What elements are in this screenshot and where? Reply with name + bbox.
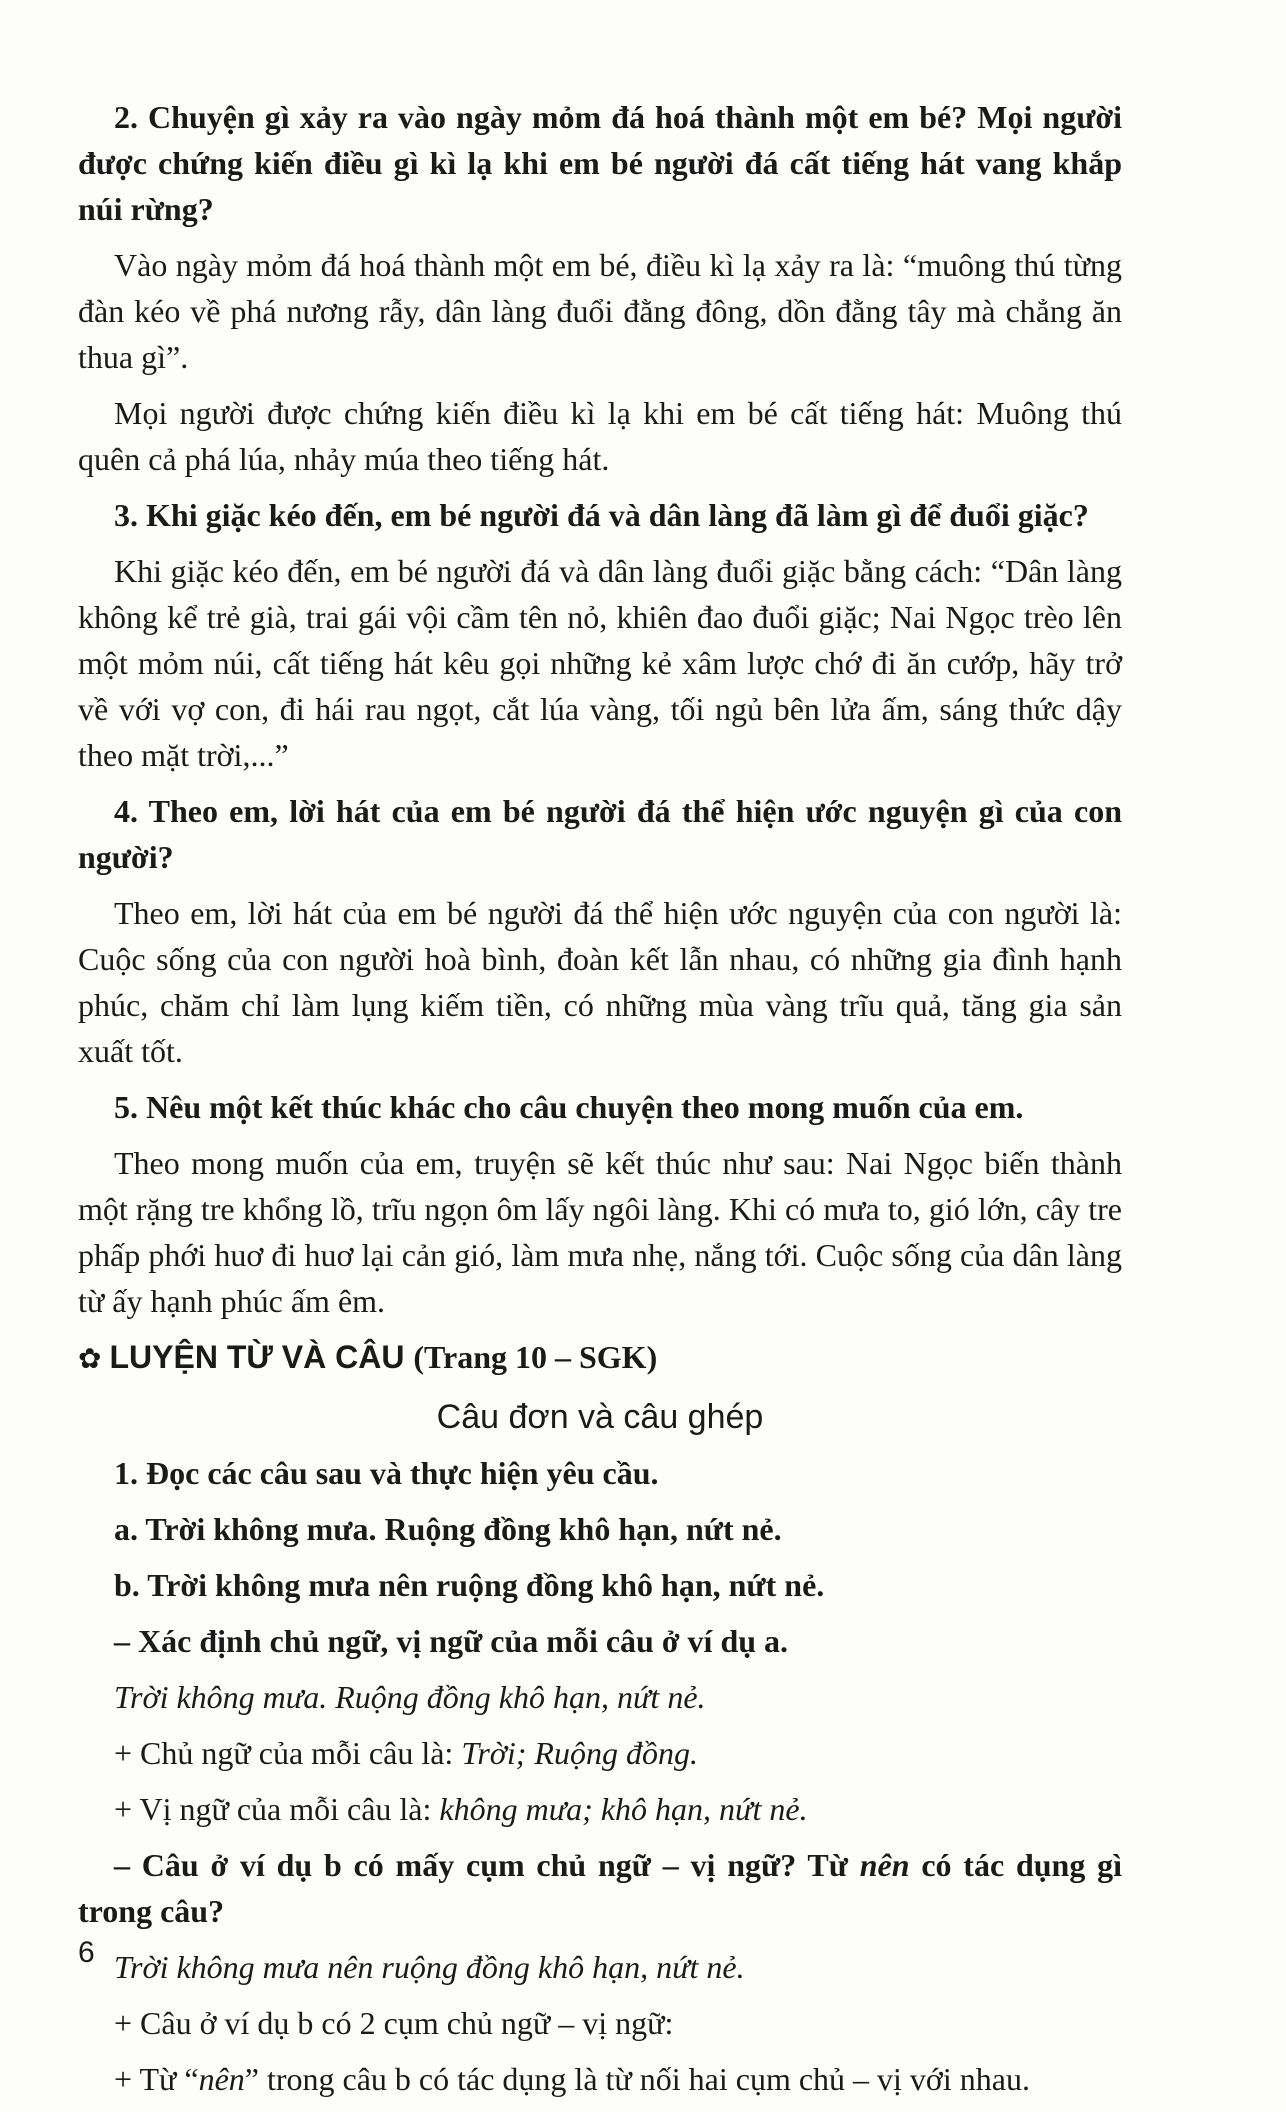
answer-3: Khi giặc kéo đến, em bé người đá và dân làng đuổi giặc bằng cách: “Dân làng không kể trẻ già, trai gái vội cầm tên nỏ, khiên đao đuổi giặc; Nai Ngọc trèo lên một mỏm núi, cất tiếng hát kêu gọi những kẻ xâm lược chớ đi ăn cướp, hãy trở về với vợ con, đi hái rau ngọt, cắt lúa vàng, tối ngủ bên lửa ấm, sáng thức dậy theo mặt trời,...” bbox=[78, 553, 1122, 773]
subject-line bbox=[78, 1730, 1122, 1776]
predicate-line bbox=[78, 1786, 1122, 1832]
section-title: LUYỆN TỪ VÀ CÂU bbox=[109, 1339, 405, 1375]
answer-4: Theo em, lời hát của em bé người đá thể hiện ước nguyện của con người là: Cuộc sống của con người hoà bình, đoàn kết lẫn nhau, có những gia đình hạnh phúc, chăm chỉ làm lụng kiếm tiền, có những mùa vàng trĩu quả, tăng gia sản xuất tốt. bbox=[78, 895, 1122, 1069]
question-3: 3. Khi giặc kéo đến, em bé người đá và dân làng đã làm gì để đuổi giặc? bbox=[114, 497, 1089, 533]
section-subtitle: (Trang 10 – SGK) bbox=[413, 1339, 658, 1375]
subject-value: Trời; Ruộng đồng. bbox=[461, 1735, 698, 1771]
example-b: b. Trời không mưa nên ruộng đồng khô hạn, nứt nẻ. bbox=[114, 1567, 825, 1603]
answer-b-1: + Câu ở ví dụ b có 2 cụm chủ ngữ – vị ngữ: bbox=[114, 2005, 674, 2041]
section-heading bbox=[78, 1334, 1122, 1382]
question-4: 4. Theo em, lời hát của em bé người đá thể hiện ước nguyện gì của con người? bbox=[78, 793, 1122, 875]
answer-b-2 bbox=[78, 2056, 1122, 2102]
answer-b-2-part-2: ” trong câu b có tác dụng là từ nối hai cụm chủ – vị với nhau. bbox=[244, 2061, 1030, 2097]
page-content bbox=[78, 94, 1122, 2112]
example-a: a. Trời không mưa. Ruộng đồng khô hạn, nứt nẻ. bbox=[114, 1511, 782, 1547]
answer-b-2-word: nên bbox=[198, 2061, 245, 2097]
answer-2-part-1: Vào ngày mỏm đá hoá thành một em bé, điều kì lạ xảy ra là: “muông thú từng đàn kéo về phá nương rẫy, dân làng đuổi đằng đông, dồn đằng tây mà chẳng ăn thua gì”. bbox=[78, 247, 1122, 375]
quote-a: Trời không mưa. Ruộng đồng khô hạn, nứt nẻ. bbox=[114, 1679, 706, 1715]
task-1: 1. Đọc các câu sau và thực hiện yêu cầu. bbox=[114, 1455, 659, 1491]
requirement-b-part-1: – Câu ở ví dụ b có mấy cụm chủ ngữ – vị ngữ? Từ bbox=[114, 1847, 860, 1883]
subject-label: + Chủ ngữ của mỗi câu là: bbox=[114, 1735, 462, 1771]
quote-b: Trời không mưa nên ruộng đồng khô hạn, nứt nẻ. bbox=[114, 1949, 745, 1985]
question-5: 5. Nêu một kết thúc khác cho câu chuyện theo mong muốn của em. bbox=[114, 1089, 1024, 1125]
flower-icon: ✿ bbox=[78, 1342, 102, 1375]
predicate-value: không mưa; khô hạn, nứt nẻ. bbox=[439, 1791, 808, 1827]
requirement-b-part-2: có tác dụng gì trong câu? bbox=[78, 1847, 1123, 1929]
requirement-b bbox=[78, 1842, 1122, 1934]
answer-b-2-part-1: + Từ “ bbox=[114, 2061, 199, 2097]
answer-5: Theo mong muốn của em, truyện sẽ kết thúc như sau: Nai Ngọc biến thành một rặng tre khổng lồ, trĩu ngọn ôm lấy ngôi làng. Khi có mưa to, gió lớn, cây tre phấp phới huơ đi huơ lại cản gió, làm mưa nhẹ, nắng tới. Cuộc sống của dân làng từ ấy hạnh phúc ấm êm. bbox=[78, 1145, 1122, 1319]
answer-2-part-2: Mọi người được chứng kiến điều kì lạ khi em bé cất tiếng hát: Muông thú quên cả phá lúa, nhảy múa theo tiếng hát. bbox=[78, 395, 1122, 477]
predicate-label: + Vị ngữ của mỗi câu là: bbox=[114, 1791, 440, 1827]
requirement-a: – Xác định chủ ngữ, vị ngữ của mỗi câu ở ví dụ a. bbox=[114, 1623, 789, 1659]
page-number: 6 bbox=[78, 1936, 95, 1969]
question-2: 2. Chuyện gì xảy ra vào ngày mỏm đá hoá thành một em bé? Mọi người được chứng kiến điều gì kì lạ khi em bé người đá cất tiếng hát vang khắp núi rừng? bbox=[78, 99, 1122, 227]
lesson-title: Câu đơn và câu ghép bbox=[436, 1398, 764, 1436]
requirement-b-word: nên bbox=[859, 1847, 910, 1883]
